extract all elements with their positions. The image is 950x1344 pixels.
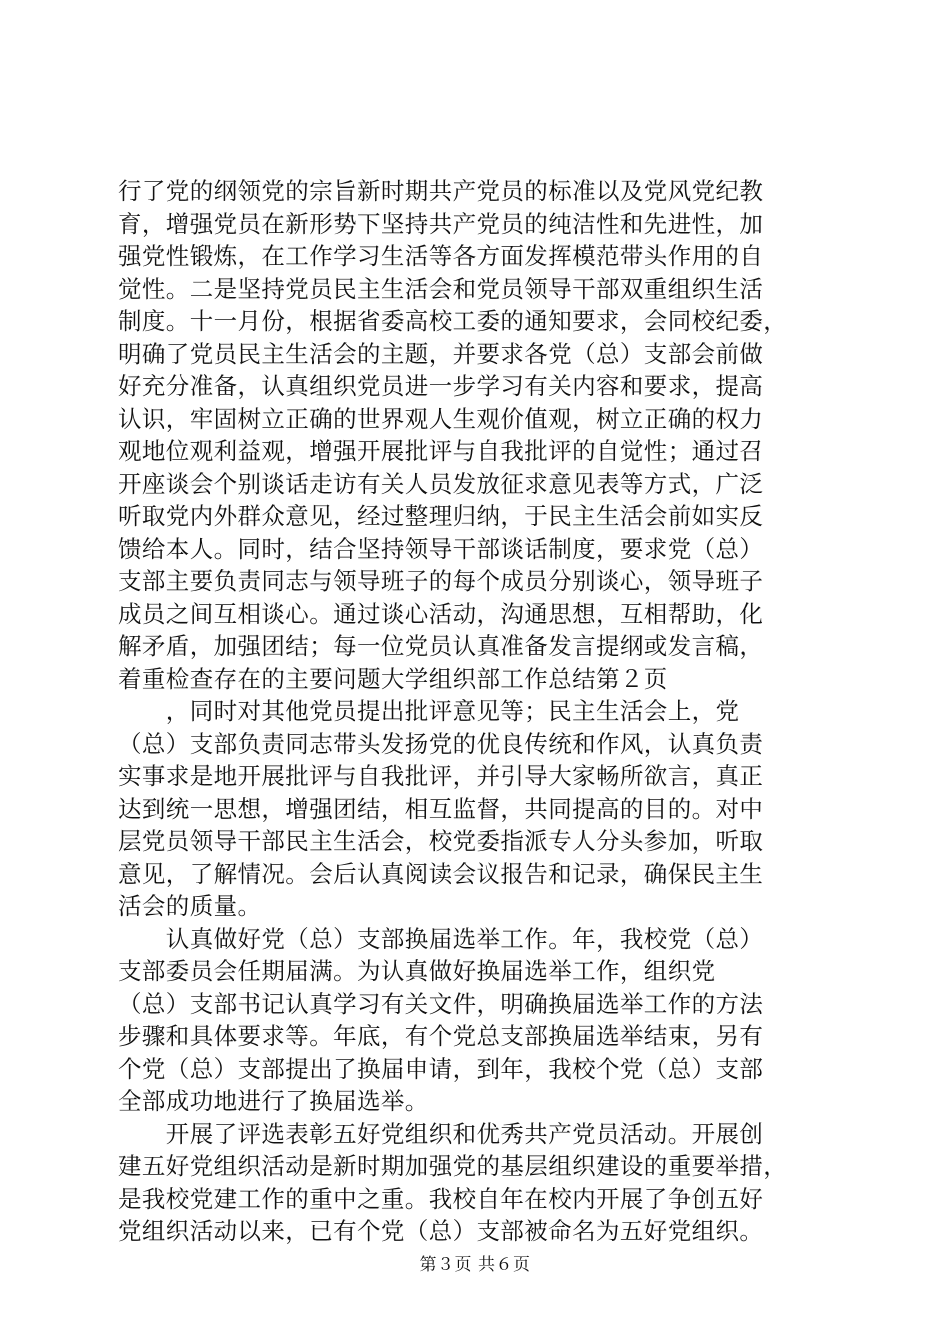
text-line: （总）支部负责同志带头发扬党的优良传统和作风，认真负责 [118, 729, 764, 758]
text-line: 层党员领导干部民主生活会，校党委指派专人分头参加，听取 [118, 827, 764, 855]
text-line: 党组织活动以来，已有个党（总）支部被命名为五好党组织。 [118, 1217, 764, 1245]
text-line: 是我校党建工作的重中之重。我校自年在校内开展了争创五好 [118, 1184, 764, 1213]
text-line: 认真做好党（总）支部换届选举工作。年，我校党（总） [118, 924, 764, 953]
text-line: （总）支部书记认真学习有关文件，明确换届选举工作的方法 [118, 989, 764, 1018]
document-body [118, 175, 832, 1248]
text-line: 个党（总）支部提出了换届申请，到年，我校个党（总）支部 [118, 1054, 764, 1083]
text-line: 着重检查存在的主要问题大学组织部工作总结第２页 [118, 664, 668, 693]
text-line: 制度。十一月份，根据省委高校工委的通知要求，会同校纪委， [118, 307, 788, 335]
text-line: 认识，牢固树立正确的世界观人生观价值观，树立正确的权力 [118, 404, 764, 433]
text-line: 馈给本人。同时，结合坚持领导干部谈话制度，要求党（总） [118, 534, 764, 563]
text-line: 意见，了解情况。会后认真阅读会议报告和记录，确保民主生 [118, 859, 764, 888]
text-line: 活会的质量。 [118, 892, 262, 920]
text-line: 建五好党组织活动是新时期加强党的基层组织建设的重要举措， [118, 1152, 788, 1180]
text-line: 开座谈会个别谈话走访有关人员发放征求意见表等方式，广泛 [118, 469, 764, 498]
text-line: 育，增强党员在新形势下坚持共产党员的纯洁性和先进性，加 [118, 209, 764, 238]
text-line: 解矛盾，加强团结；每一位党员认真准备发言提纲或发言稿， [118, 632, 764, 660]
text-line: 步骤和具体要求等。年底，有个党总支部换届选举结束，另有 [118, 1022, 764, 1050]
text-line: 观地位观利益观，增强开展批评与自我批评的自觉性；通过召 [118, 437, 764, 465]
text-line: 支部主要负责同志与领导班子的每个成员分别谈心，领导班子 [118, 567, 764, 595]
text-line: ，同时对其他党员提出批评意见等；民主生活会上，党 [118, 697, 740, 725]
text-line: 成员之间互相谈心。通过谈心活动，沟通思想，互相帮助，化 [118, 599, 764, 628]
text-line: 达到统一思想，增强团结，相互监督，共同提高的目的。对中 [118, 794, 764, 823]
text-line: 实事求是地开展批评与自我批评，并引导大家畅所欲言，真正 [118, 762, 764, 790]
text-line: 开展了评选表彰五好党组织和优秀共产党员活动。开展创 [118, 1119, 764, 1148]
text-line: 明确了党员民主生活会的主题，并要求各党（总）支部会前做 [118, 339, 764, 368]
text-line: 行了党的纲领党的宗旨新时期共产党员的标准以及党风党纪教 [118, 177, 764, 205]
text-line: 全部成功地进行了换届选举。 [118, 1087, 429, 1115]
text-line: 强党性锻炼，在工作学习生活等各方面发挥模范带头作用的自 [118, 242, 764, 270]
text-line: 好充分准备，认真组织党员进一步学习有关内容和要求，提高 [118, 372, 764, 400]
text-line: 听取党内外群众意见，经过整理归纳，于民主生活会前如实反 [118, 502, 764, 530]
page-footer: 第３页 共６页 [419, 1255, 531, 1275]
text-line: 支部委员会任期届满。为认真做好换届选举工作，组织党 [118, 957, 716, 985]
text-line: 觉性。二是坚持党员民主生活会和党员领导干部双重组织生活 [118, 274, 764, 303]
